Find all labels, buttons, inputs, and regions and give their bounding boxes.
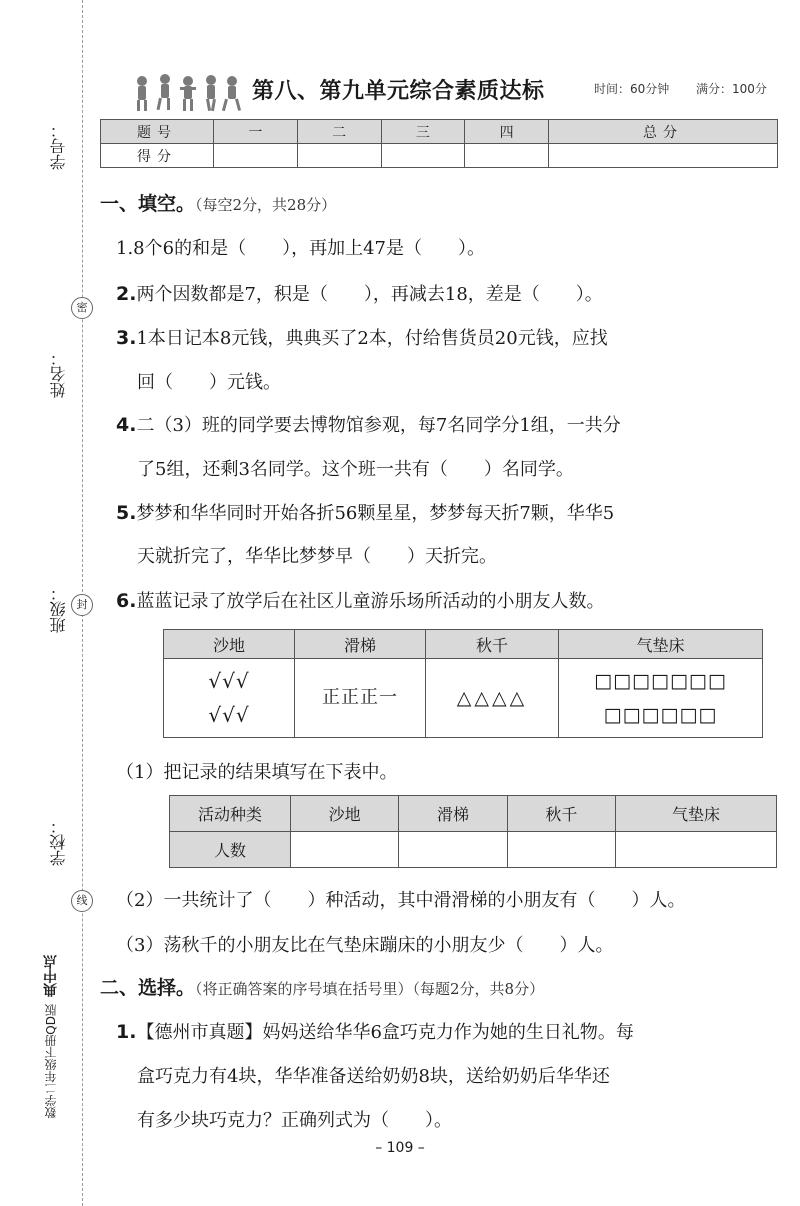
check-marks-line: √√√ [208, 703, 250, 727]
page-title: 第八、第九单元综合素质达标 [252, 79, 545, 104]
question-1-5-cont: 天就折完了，华华比梦梦早（ ）天折完。 [137, 546, 497, 567]
question-1-4 [116, 411, 621, 437]
tally-body-row [164, 659, 763, 738]
question-text: 【德州市真题】妈妈送给华华6盒巧克力作为她的生日礼物。每 [136, 1022, 634, 1043]
fill-row-label: 人数 [170, 832, 291, 868]
score-table [100, 119, 778, 168]
fill-table-count-row [170, 832, 777, 868]
question-1-2 [116, 280, 603, 306]
question-number: 4. [116, 414, 137, 436]
school-label: 学校： [49, 818, 68, 866]
question-number: 5. [116, 502, 137, 524]
fill-header-cell: 秋千 [507, 796, 615, 832]
fill-header-cell: 沙地 [291, 796, 399, 832]
fill-header-cell: 滑梯 [399, 796, 507, 832]
score-header-cell: 一 [214, 120, 298, 144]
sub-question-1: （1）把记录的结果填写在下表中。 [116, 762, 398, 783]
score-header-cell: 三 [381, 120, 465, 144]
question-number: 3. [116, 327, 137, 349]
score-table-header-row [101, 120, 778, 144]
square-marks-line: □□□□□□ [603, 704, 718, 726]
question-2-1 [116, 1018, 634, 1044]
score-cell[interactable] [381, 144, 465, 168]
question-1-3 [116, 324, 608, 350]
fill-header-cell: 气垫床 [616, 796, 777, 832]
tally-header-slide: 滑梯 [295, 630, 426, 659]
tally-header-mat: 气垫床 [559, 630, 763, 659]
section-2-note: （将正确答案的序号填在括号里）（每题2分，共8分） [195, 980, 545, 998]
series-brand [44, 955, 74, 1122]
fill-table-header-row [170, 796, 777, 832]
question-2-1-cont: 有多少块巧克力？正确列式为（ ）。 [137, 1110, 452, 1131]
tally-swing-marks: △△△△ [426, 659, 559, 738]
question-1-1: 1.8个6的和是（ ），再加上47是（ ）。 [116, 238, 485, 259]
seal-mark-mi: 密 [71, 297, 93, 319]
question-text: 梦梦和华华同时开始各折56颗星星，梦梦每天折7颗，华华5 [136, 503, 615, 524]
question-number: 6. [116, 590, 137, 612]
question-text: 两个因数都是7，积是（ ），再减去18，差是（ ）。 [136, 284, 603, 305]
score-row-label: 得分 [101, 144, 214, 168]
question-1-4-cont: 了5组，还剩3名同学。这个班一共有（ ）名同学。 [137, 459, 574, 480]
question-1-3-cont: 回（ ）元钱。 [137, 372, 281, 393]
series-text: 数学二年级下册QD版 [44, 1004, 58, 1119]
question-text: 蓝蓝记录了放学后在社区儿童游乐场所活动的小朋友人数。 [136, 591, 605, 612]
seal-mark-feng: 封 [71, 594, 93, 616]
tally-sand-marks [164, 659, 295, 738]
student-number-label: 学号： [49, 122, 68, 170]
figures-logo-icon [132, 73, 242, 113]
section-1-title: 一、填空。 [100, 193, 196, 215]
square-marks-line: □□□□□□□ [594, 670, 727, 692]
fill-answer-cell[interactable] [291, 832, 399, 868]
fill-header-cell: 活动种类 [170, 796, 291, 832]
score-cell[interactable] [465, 144, 549, 168]
question-number: 2. [116, 283, 137, 305]
class-label: 班级： [49, 585, 68, 633]
section-1-heading [100, 189, 336, 216]
tally-header-swing: 秋千 [426, 630, 559, 659]
section-2-heading [100, 973, 544, 1000]
answer-fill-table [169, 795, 777, 868]
sub-question-2: （2）一共统计了（ ）种活动，其中滑滑梯的小朋友有（ ）人。 [116, 890, 686, 911]
tally-record-table [163, 629, 763, 738]
score-cell[interactable] [297, 144, 381, 168]
tally-header-row [164, 630, 763, 659]
name-label: 姓名： [49, 350, 68, 398]
page-number: – 109 – [375, 1140, 425, 1156]
section-1-note: （每空2分，共28分） [195, 196, 337, 214]
score-cell[interactable] [549, 144, 778, 168]
score-header-cell: 题号 [101, 120, 214, 144]
time-limit: 时间：60分钟 [594, 82, 670, 96]
brand-logo: 典中点 [43, 955, 59, 997]
tally-mat-marks [559, 659, 763, 738]
score-header-cell: 四 [465, 120, 549, 144]
score-header-cell: 二 [297, 120, 381, 144]
score-header-cell: 总分 [549, 120, 778, 144]
question-number: 1. [116, 1021, 137, 1043]
fill-answer-cell[interactable] [507, 832, 615, 868]
section-2-title: 二、选择。 [100, 977, 196, 999]
score-table-score-row [101, 144, 778, 168]
question-text: 1本日记本8元钱，典典买了2本，付给售货员20元钱，应找 [136, 328, 608, 349]
fill-answer-cell[interactable] [616, 832, 777, 868]
question-1-6 [116, 587, 604, 613]
tally-header-sand: 沙地 [164, 630, 295, 659]
tally-slide-marks: 正正正一 [295, 659, 426, 738]
sub-question-3: （3）荡秋千的小朋友比在气垫床蹦床的小朋友少（ ）人。 [116, 935, 614, 956]
check-marks-line: √√√ [208, 669, 250, 693]
question-1-5 [116, 499, 614, 525]
seal-mark-xian: 线 [71, 890, 93, 912]
score-cell[interactable] [214, 144, 298, 168]
question-2-1-cont: 盒巧克力有4块，华华准备送给奶奶8块，送给奶奶后华华还 [137, 1066, 610, 1087]
fill-answer-cell[interactable] [399, 832, 507, 868]
full-score: 满分：100分 [696, 82, 767, 96]
question-text: 二（3）班的同学要去博物馆参观，每7名同学分1组，一共分 [136, 415, 621, 436]
